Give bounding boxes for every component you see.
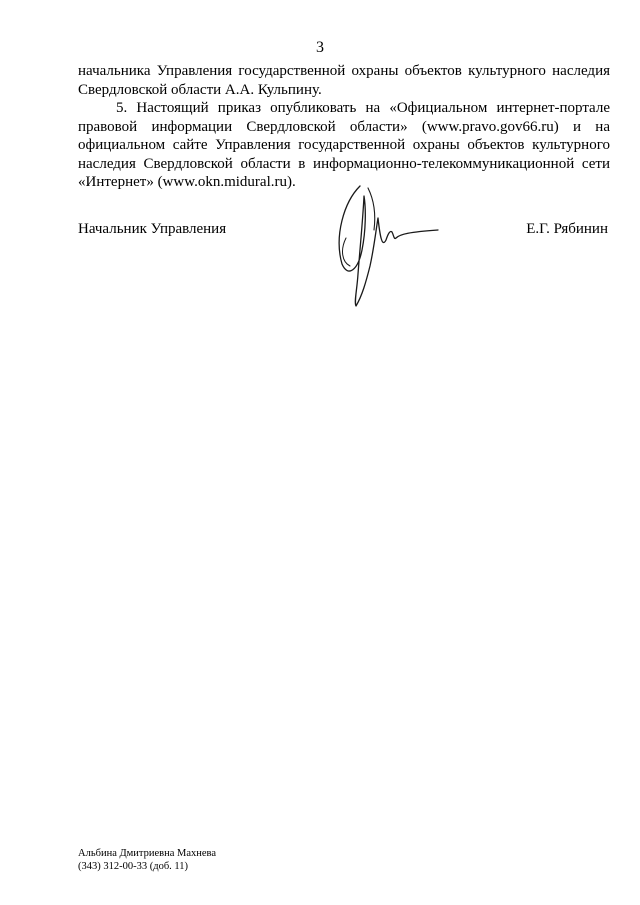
executor-name: Альбина Дмитриевна Махнева bbox=[78, 848, 217, 859]
paragraph-continuation: начальника Управления государственной охраны объектов культурного наследия Свердловской области А.А. Кульпину. bbox=[78, 63, 610, 98]
page-number: 3 bbox=[316, 39, 324, 56]
executor-info bbox=[78, 847, 216, 873]
document-body bbox=[78, 62, 610, 192]
paragraph-item-5: 5. Настоящий приказ опубликовать на «Официальном интернет-портале правовой информации Свердловской области» (www.pravo.gov66.ru) и на официальном сайте Управления государственной охраны объектов культурного наследия Свердловской области в информационно-телекоммуникационной сети «Интернет» (www.okn.midural.ru). bbox=[78, 100, 610, 190]
executor-phone: (343) 312-00-33 (доб. 11) bbox=[78, 861, 189, 872]
handwritten-signature bbox=[330, 178, 442, 308]
signatory-position: Начальник Управления bbox=[78, 221, 227, 237]
signatory-name: Е.Г. Рябинин bbox=[526, 221, 608, 237]
